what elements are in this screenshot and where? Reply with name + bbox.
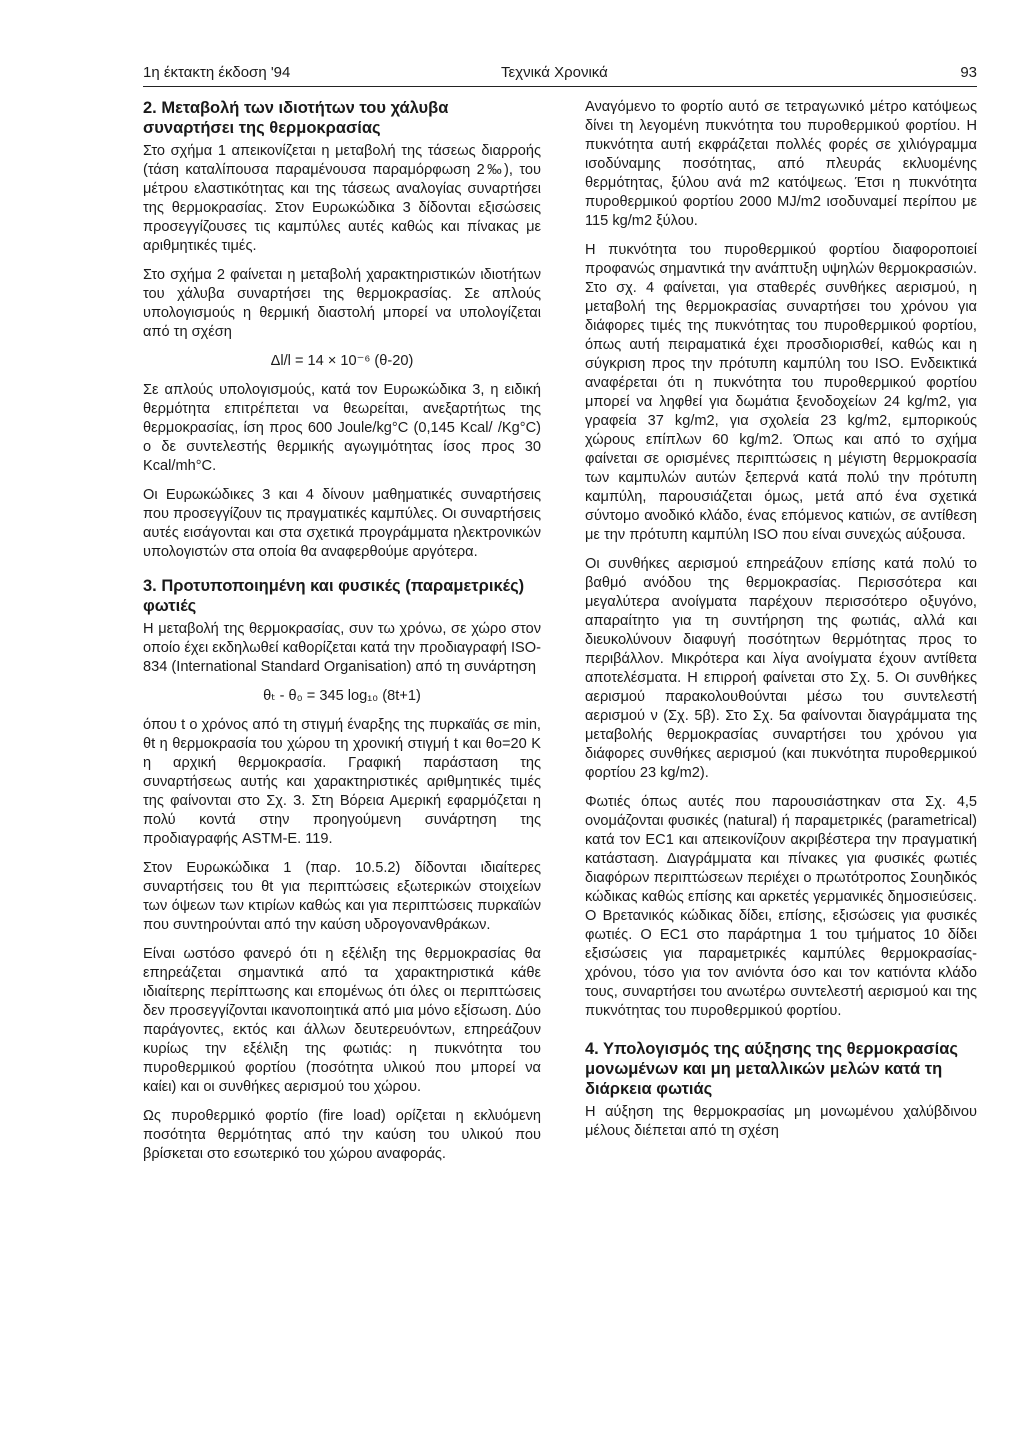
paragraph: Η μεταβολή της θερμοκρασίας, συν τω χρόνω, σε χώρο στον οποίο έχει εκδηλωθεί καθορίζεται κατά την προδιαγραφή ISO-834 (International Standard Organisation) από τη συνάρτηση — [143, 621, 541, 675]
paragraph: Είναι ωστόσο φανερό ότι η εξέλιξη της θερμοκρασίας θα επηρεάζεται σημαντικά από τα χαρακτηριστικά κάθε ιδιαίτερης περίπτωσης και επομένως ότι όλες οι περιπτώσεις δεν προσεγγίζονται ικανοποιητικά από μια μόνο εξίσωση. Δύο παράγοντες, εκτός και άλλων δευτερευόντων, επηρεάζουν κυρίως την εξέλιξη της φωτιάς: η πυκνότητα του πυροθερμικού φορτίου (ποσότητα υλικού που μπορεί να καίει) και οι συνθήκες αερισμού του χώρου. — [143, 946, 541, 1095]
section-2-heading: 2. Μεταβολή των ιδιοτήτων του χάλυβα συναρτήσει της θερμοκρασίας — [143, 99, 449, 137]
section-4-heading: 4. Υπολογισμός της αύξησης της θερμοκρασίας μονωμένων και μη μεταλλικών μελών κατά τη διάρκεια φωτιάς — [585, 1040, 958, 1098]
paragraph: Οι συνθήκες αερισμού επηρεάζουν επίσης κατά πολύ το βαθμό ανόδου της θερμοκρασίας. Περισσότερα και μεγαλύτερα ανοίγματα παρέχουν περισσότερο οξυγόνο, απαραίτητο για τη συντήρηση της φωτιάς, αλλά και διευκολύνουν διαφυγή ποσότητων θερμότητας προς το περιβάλλον. Μικρότερα και λίγα ανοίγματα έχουν αντίθετα αποτελέσματα. Η επιρροή φαίνεται στο Σχ. 5. Οι συνθήκες αερισμού παρακολουθούνται μέσω του συντελεστή αερισμού ν (Σχ. 5β). Στο Σχ. 5α φαίνονται διαγράμματα της μεταβολής θερμοκρασίας συναρτήσει του χρόνου για διάφορες συνθήκες αερισμού (και πυκνότητα πυροθερμικού φορτίου 23 kg/m2). — [585, 556, 977, 781]
page-header — [143, 62, 977, 87]
page-number: 93 — [960, 64, 977, 81]
paragraph: Η αύξηση της θερμοκρασίας μη μονωμένου χαλύβδινου μέλους διέπεται από τη σχέση — [585, 1104, 977, 1139]
left-column — [143, 98, 541, 1174]
paragraph: Ως πυροθερμικό φορτίο (fire load) ορίζεται η εκλυόμενη ποσότητα θερμότητας από την καύση του υλικού που βρίσκεται στο εσωτερικό του χώρου αναφοράς. — [143, 1108, 541, 1162]
paragraph: Στο σχήμα 2 φαίνεται η μεταβολή χαρακτηριστικών ιδιοτήτων του χάλυβα συναρτήσει της θερμοκρασίας. Σε απλούς υπολογισμούς η θερμική διαστολή μπορεί να υπολογίζεται από τη σχέση — [143, 267, 541, 340]
journal-title: Τεχνικά Χρονικά — [501, 64, 608, 81]
right-column — [585, 98, 977, 1151]
paragraph: όπου t ο χρόνος από τη στιγμή έναρξης της πυρκαϊάς σε min, θt η θερμοκρασία του χώρου τη χρονική στιγμή t και θο=20 K η αρχική θερμοκρασία. Γραφική παράσταση της συναρτήσεως αυτής και χαρακτηριστικές αριθμητικές τιμές της φαίνονται στο Σχ. 3. Στη Βόρεια Αμερική εφαρμόζεται η πολύ κοντά στην προηγούμενη συνάρτηση της προδιαγραφής ASTM-E. 119. — [143, 717, 541, 847]
equation-thermal-expansion: Δl/l = 14 × 10⁻⁶ (θ-20) — [270, 353, 414, 369]
paragraph: Αναγόμενο το φορτίο αυτό σε τετραγωνικό μέτρο κατόψεως δίνει τη λεγομένη πυκνότητα του πυροθερμικού φορτίου. Η πυκνότητα αυτή εκφράζεται πολλές φορές σε χιλιόγραμμα ισοδύναμης ποσότητας, από πλευράς εκλυομένης θερμότητας, ξύλου ανά m2 κατόψεως. Έτσι η πυκνότητα πυροθερμικού φορτίου 2000 MJ/m2 ισοδυναμεί περίπου με 115 kg/m2 ξύλου. — [585, 99, 977, 229]
paragraph: Στον Ευρωκώδικα 1 (παρ. 10.5.2) δίδονται ιδιαίτερες συναρτήσεις του θt για περιπτώσεις εξωτερικών στοιχείων των όψεων των κτιρίων καθώς και για περιπτώσεις πυρκαϊών που συντηρούνται από την καύση υδρογονανθράκων. — [143, 860, 541, 933]
paragraph: Στο σχήμα 1 απεικονίζεται η μεταβολή της τάσεως διαρροής (τάση καταλίπουσα παραμένουσα παραμόρφωση 2‰), του μέτρου ελαστικότητας και της τάσεως αναλογίας συναρτήσει της θερμοκρασίας. Στον Ευρωκώδικα 3 δίδονται εξισώσεις προσεγγίζουσες τις καμπύλες αυτές καθώς και πίνακας με αριθμητικές τιμές. — [143, 143, 541, 254]
section-3-heading: 3. Προτυποποιημένη και φυσικές (παραμετρικές) φωτιές — [143, 577, 525, 615]
paragraph: Φωτιές όπως αυτές που παρουσιάστηκαν στα Σχ. 4,5 ονομάζονται φυσικές (natural) ή παραμετρικές (parametrical) κατά τον EC1 και απεικονίζουν ακριβέστερα την πραγματική κατάσταση. Διαγράμματα και πίνακες για φυσικές φωτιές διαφόρων περιπτώσεων περιέχει ο πρωτότροπος Σουηδικός κώδικας καθώς επίσης και αρκετές γερμανικές δημοσιεύσεις. Ο Βρετανικός κώδικας δίδει, επίσης, εξισώσεις για φυσικές φωτιές. Ο EC1 στο παράρτημα 1 του τμήματος 10 δίδει εξισώσεις για παραμετρικές καμπύλες θερμοκρασίας-χρόνου, τόσο για τον ανιόντα όσο και τον κατιόντα κλάδο τους, συναρτήσει του ανωτέρω συντελεστή αερισμού και της πυκνότητας του πυροθερμικού φορτίου. — [585, 794, 977, 1019]
edition-label: 1η έκτακτη έκδοση '94 — [143, 64, 291, 81]
paragraph: Η πυκνότητα του πυροθερμικού φορτίου διαφοροποιεί προφανώς σημαντικά την ανάπτυξη υψηλών θερμοκρασιών. Στο σχ. 4 φαίνεται, για σταθερές συνθήκες αερισμού, η μεταβολή της θερμοκρασίας συναρτήσει του χρόνου για διάφορες τιμές της πυκνότητας του πυροθερμικού φορτίου, όπως αυτή πειραματικά έχει προσδιορισθεί, καθώς και η σύγκριση προς την πρότυπη καμπύλη του ISO. Ενδεικτικά αναφέρεται ότι η πυκνότητα του πυροθερμικού φορτίου μπορεί να ληφθεί για δωμάτια ξενοδοχείων 24 kg/m2, για γραφεία 37 kg/m2, για σχολεία 23 kg/m2, εμπορικούς χώρους επίπλων 60 kg/m2. Όπως και από το σχήμα φαίνεται σε ορισμένες περιπτώσεις η μέγιστη θερμοκρασία των καμπυλών αυτών ξεπερνά κατά πολύ την πρότυπη καμπύλη, παρουσιάζεται όμως, μετά από ένα σχετικά σύντομο ανοδικό κλάδο, ένας επόμενος κατιών, σε αντίθεση με την πρότυπη καμπύλη ISO που είναι συνεχώς αύξουσα. — [585, 242, 977, 543]
paragraph: Οι Ευρωκώδικες 3 και 4 δίνουν μαθηματικές συναρτήσεις που προσεγγίζουν τις πραγματικές καμπύλες. Οι συναρτήσεις αυτές εισάγονται και στα σχετικά προγράμματα ηλεκτρονικών υπολογιστών στα οποία θα αναφερθούμε αργότερα. — [143, 487, 541, 560]
paragraph: Σε απλούς υπολογισμούς, κατά τον Ευρωκώδικα 3, η ειδική θερμότητα επιτρέπεται να θεωρείται, ανεξαρτήτως της θερμοκρασίας, ίση προς 600 Joule/kg°C (0,145 Kcal/ /Kg°C) ο δε συντελεστής θερμικής αγωγιμότητας ίσος προς 30 Kcal/mh°C. — [143, 382, 541, 474]
equation-iso834: θₜ - θ₀ = 345 log₁₀ (8t+1) — [263, 688, 421, 704]
